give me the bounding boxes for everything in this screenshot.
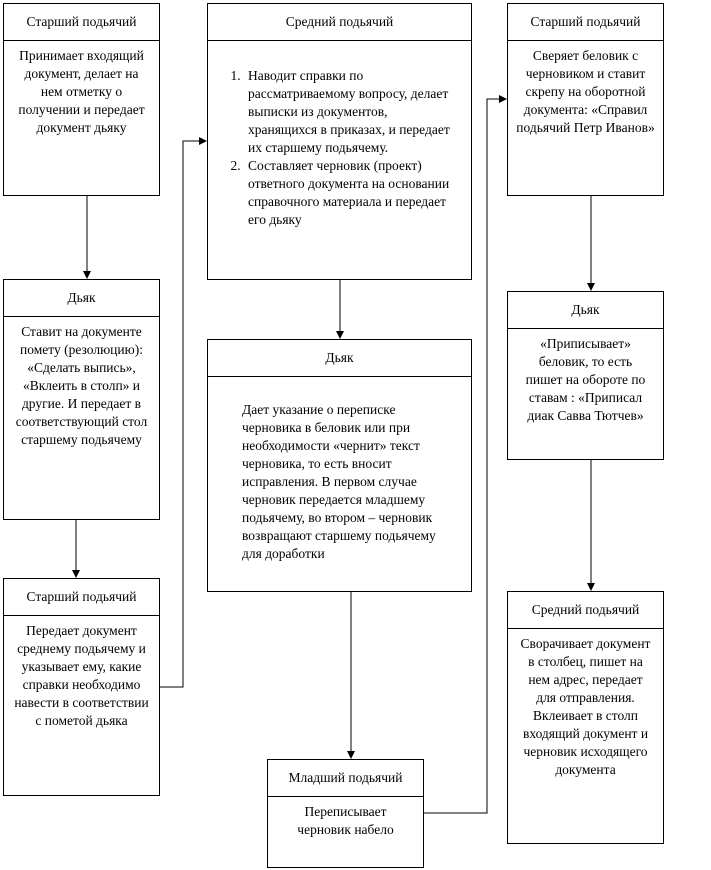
box-title: Старший подьячий [4, 4, 159, 41]
box-title: Младший подьячий [268, 760, 423, 797]
box-text: Принимает входящий документ, делает на нем отметку о получении и передает документ дьяку [18, 48, 145, 135]
arrow-b6-to-b7 [424, 99, 506, 813]
arrow-b3-to-b4 [160, 141, 206, 687]
box-title: Старший подьячий [4, 579, 159, 616]
box-title: Дьяк [4, 280, 159, 317]
box-text: Дает указание о переписке черновика в беловик или при необходимости «чернит» текст черновика, то есть вносит исправления. В первом случае черновик передается младшему подьячему, во втором – черновик возвращают старшему подьячему для доработки [242, 402, 436, 561]
box-text: Сворачивает документ в столбец, пишет на нем адрес, передает для отправления. Вклеивает в столп входящий документ и черновик исходящего документа [520, 636, 651, 777]
box-title: Дьяк [208, 340, 471, 377]
list-item: 2. Составляет черновик (проект) ответного документа на основании справочного материала и передает его дьяку [244, 157, 459, 229]
box-text: Переписывает черновик набело [297, 804, 394, 837]
list-item: 1. Наводит справки по рассматриваемому вопросу, делает выписки из документов, хранящихся в приказах, и передает их старшему подьячему. [244, 67, 459, 157]
box-text: Ставит на документе помету (резолюцию): «Сделать выпись», «Вклеить в столп» и другие. И передает в соответствующий стол старшему подьячему [15, 324, 148, 447]
box-text: Передает документ среднему подьячему и указывает ему, какие справки необходимо навести в соответствии с пометой дьяка [14, 623, 149, 728]
box-title: Старший подьячий [508, 4, 663, 41]
box-text: «Приписывает» беловик, то есть пишет на обороте по ставам : «Приписал диак Савва Тютчев» [525, 336, 646, 423]
box-title: Дьяк [508, 292, 663, 329]
box-title: Средний подьячий [508, 592, 663, 629]
box-title: Средний подьячий [208, 4, 471, 41]
box-text: Сверяет беловик с черновиком и ставит скрепу на оборотной документа: «Справил подьячий Петр Иванов» [516, 48, 655, 135]
